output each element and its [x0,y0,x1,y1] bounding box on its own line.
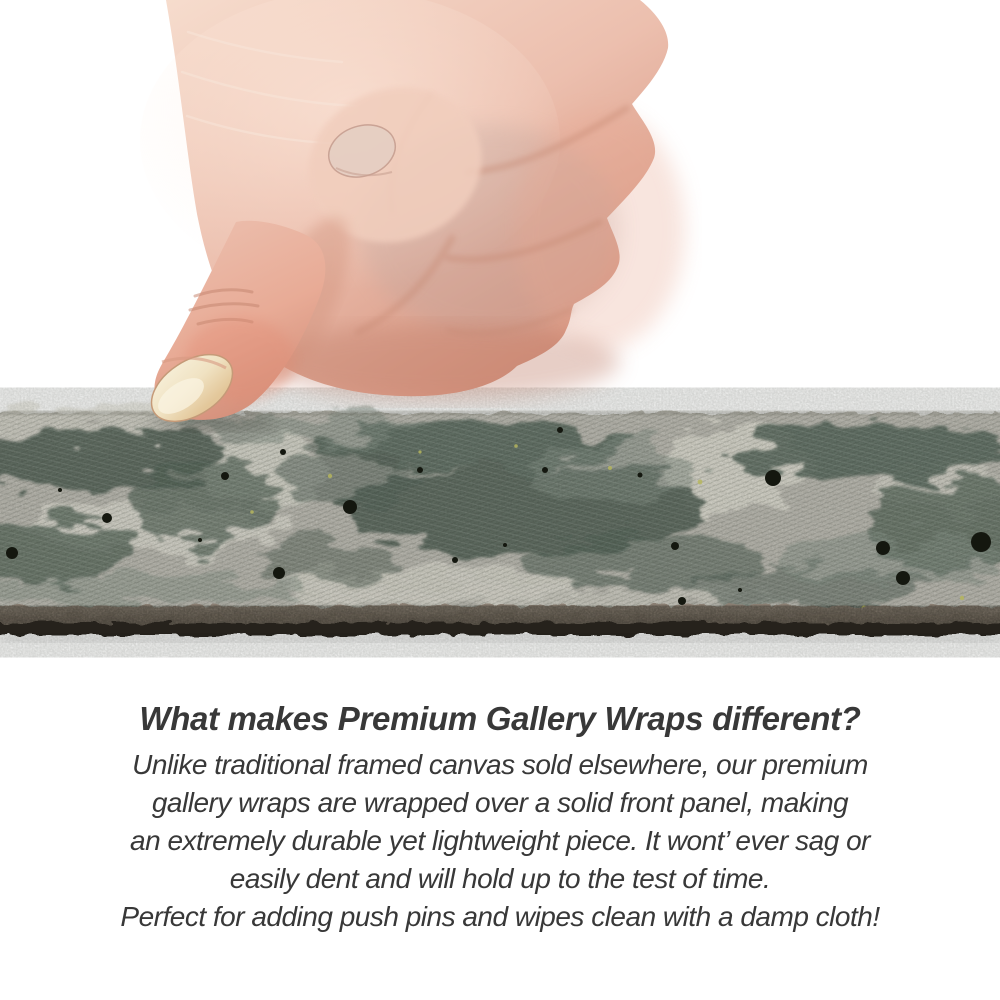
canvas-top-lip [0,411,1000,415]
canvas-shadow [0,634,1000,642]
body-line-3: an extremely durable yet lightweight piece. It wont’ ever sag or [130,825,870,856]
hand [140,0,685,435]
body-line-4: easily dent and will hold up to the test of time. [229,863,771,894]
canvas-strip [0,410,1000,642]
headline: What makes Premium Gallery Wraps different? [139,700,861,737]
knuckle-tint [515,110,685,350]
canvas-dark-edge [0,623,1000,635]
body-line-1: Unlike traditional framed canvas sold elsewhere, our premium [132,749,868,780]
body-line-2: gallery wraps are wrapped over a solid front panel, making [151,787,849,818]
canvas-grain [0,410,1000,635]
caption-block [0,701,1000,936]
body-line-5: Perfect for adding push pins and wipes clean with a damp cloth! [120,901,880,932]
